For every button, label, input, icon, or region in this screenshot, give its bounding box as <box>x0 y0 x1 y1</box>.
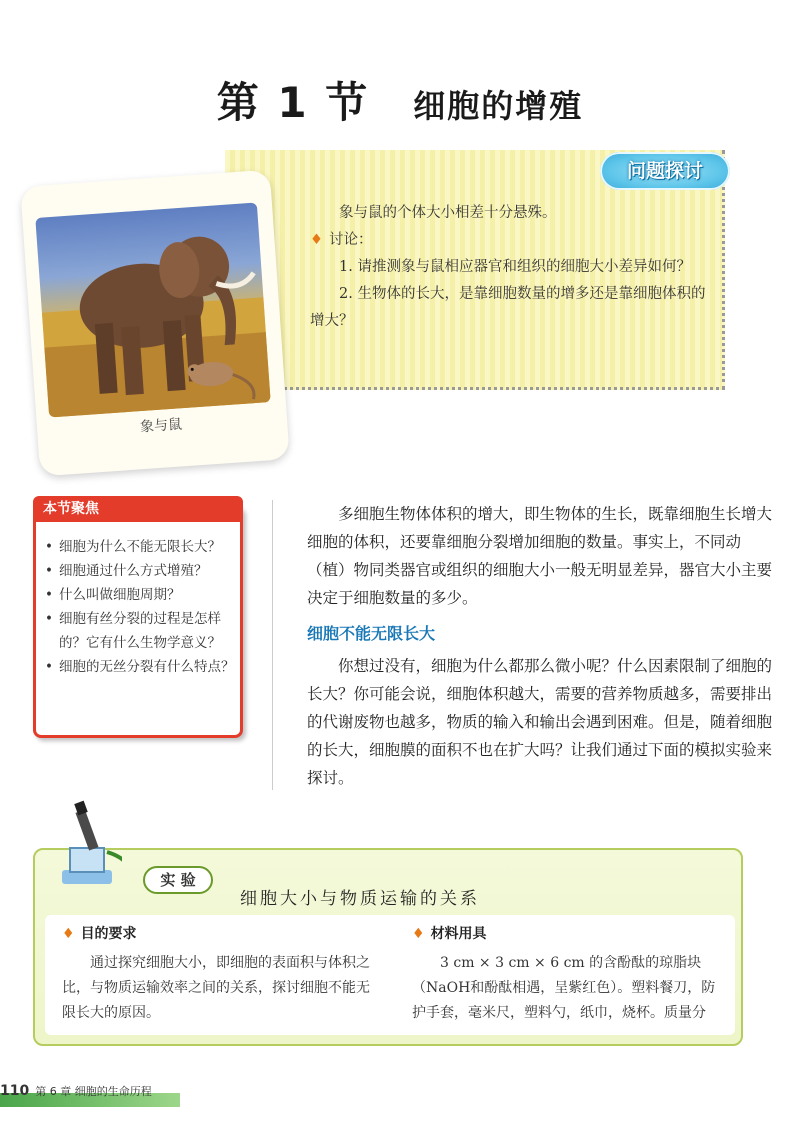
discussion-heading: ♦ 讨论： <box>310 232 373 248</box>
focus-item: • 什么叫做细胞周期？ <box>45 583 235 607</box>
focus-list <box>45 535 235 679</box>
discussion-tag: 问题探讨 <box>600 152 730 190</box>
goal-heading: ♦ 目的要求 <box>62 926 137 942</box>
drop-bullet-icon: ♦ <box>62 926 75 942</box>
section-name: 细胞的增殖 <box>413 87 584 125</box>
discussion-intro: 象与鼠的个体大小相差十分悬殊。 <box>339 205 557 221</box>
focus-heading: 本节聚焦 <box>33 496 243 522</box>
experiment-label: 实 验 <box>143 866 213 894</box>
goal-text: 通过探究细胞大小，即细胞的表面积与体积之比，与物质运输效率之间的关系，探讨细胞不能无限长大的原因。 <box>62 955 370 1021</box>
discussion-question-1: 1. 请推测象与鼠相应器官和组织的细胞大小差异如何？ <box>339 259 691 275</box>
section-number: 第 1 节 <box>216 78 370 127</box>
discussion-body <box>310 200 710 335</box>
experiment-materials <box>412 922 727 1026</box>
materials-heading: ♦ 材料用具 <box>412 926 487 942</box>
drop-bullet-icon: ♦ <box>412 926 425 942</box>
focus-item: • 细胞有丝分裂的过程是怎样的？它有什么生物学意义？ <box>45 607 235 655</box>
focus-item: • 细胞为什么不能无限长大？ <box>45 535 235 559</box>
subheading: 细胞不能无限长大 <box>307 624 436 643</box>
main-paragraph-2: 你想过没有，细胞为什么都那么微小呢？什么因素限制了细胞的长大？你可能会说，细胞体积越大，需要的营养物质越多，需要排出的代谢废物也越多，物质的输入和输出会遇到困难。但是，随着细胞的长大，细胞膜的面积不也在扩大吗？让我们通过下面的模拟实验来探讨。 <box>307 657 773 787</box>
microscope-icon <box>52 800 122 890</box>
footer <box>0 1083 152 1099</box>
focus-item: • 细胞的无丝分裂有什么特点？ <box>45 655 235 679</box>
discussion-question-2: 2. 生物体的长大，是靠细胞数量的增多还是靠细胞体积的增大？ <box>310 286 706 329</box>
chapter-label: 第 6 章 细胞的生命历程 <box>35 1085 152 1098</box>
page-number: 110 <box>0 1083 30 1099</box>
elephant-mouse-photo <box>35 203 270 418</box>
drop-bullet-icon: ♦ <box>310 232 323 248</box>
main-text <box>307 500 777 792</box>
materials-text: 3 cm × 3 cm × 6 cm 的含酚酞的琼脂块（NaOH和酚酞相遇，呈紫红色）。塑料餐刀，防护手套，毫米尺，塑料勺，纸巾，烧杯。质量分 <box>412 955 716 1021</box>
experiment-goal <box>62 922 382 1026</box>
focus-item: • 细胞通过什么方式增殖？ <box>45 559 235 583</box>
section-title <box>0 70 800 130</box>
experiment-title: 细胞大小与物质运输的关系 <box>240 889 480 909</box>
column-divider <box>272 500 273 790</box>
main-paragraph-1: 多细胞生物体体积的增大，即生物体的生长，既靠细胞生长增大细胞的体积，还要靠细胞分裂增加细胞的数量。事实上，不同动（植）物同类器官或组织的细胞大小一般无明显差异，器官大小主要决定于细胞数量的多少。 <box>307 505 773 607</box>
photo-caption: 象与鼠 <box>139 416 183 436</box>
